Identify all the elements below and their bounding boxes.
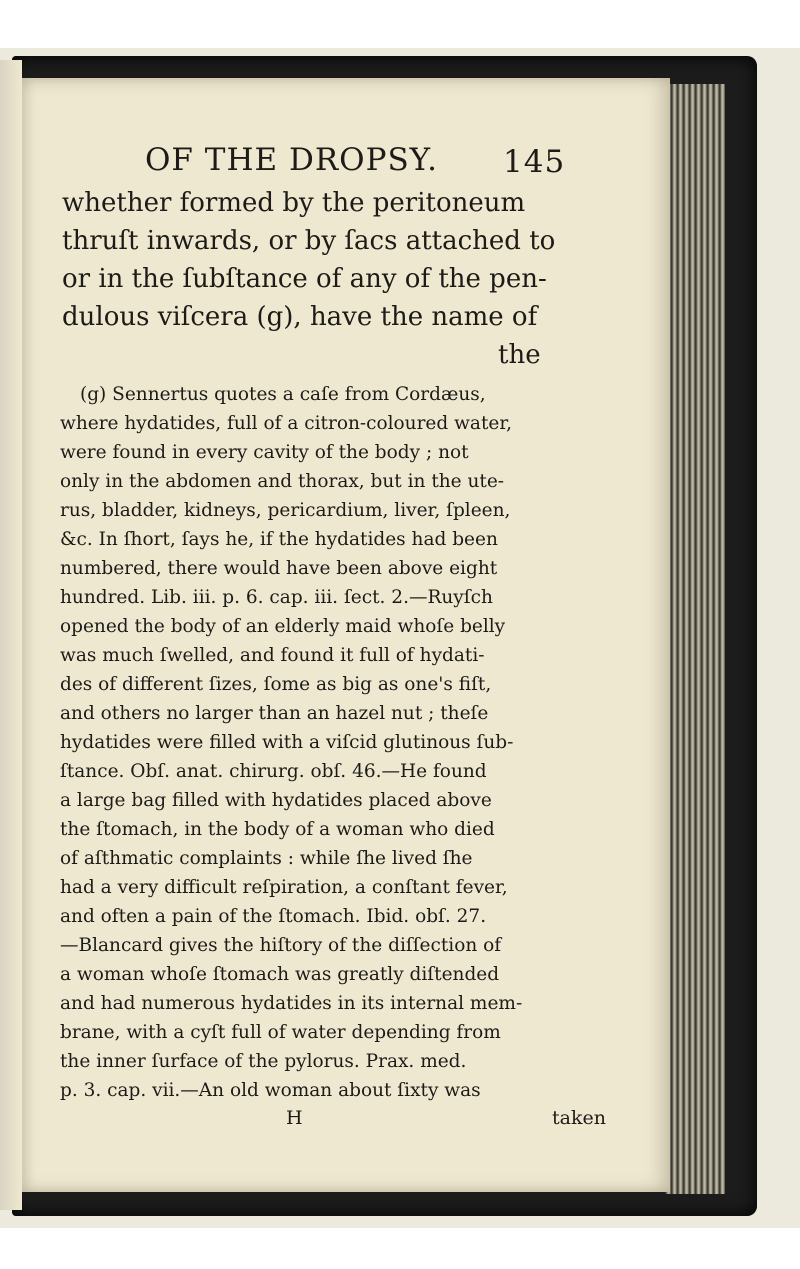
page-block-edges: [665, 84, 725, 1194]
signature-mark: H: [286, 1107, 303, 1129]
footnote-line: hydatides were filled with a viſcid glutinous ſub-: [60, 732, 514, 753]
footnote-line: des of different ſizes, ſome as big as one's fiſt,: [60, 674, 492, 695]
footnote-line: numbered, there would have been above eight: [60, 558, 498, 579]
footnote-line: and often a pain of the ſtomach. Ibid. obſ. 27.: [60, 906, 487, 927]
footnote-line: and had numerous hydatides in its internal mem-: [60, 993, 523, 1014]
footnote-line: and others no larger than an hazel nut ; theſe: [60, 703, 489, 724]
running-head: [145, 142, 565, 178]
footnote-line: —Blancard gives the hiſtory of the diſſection of: [60, 935, 502, 956]
footnote-line: a woman whoſe ſtomach was greatly diſtended: [60, 964, 500, 985]
footnote-line: was much ſwelled, and found it full of hydati-: [60, 645, 485, 666]
left-page-edge: [0, 60, 22, 1210]
footnote-line: opened the body of an elderly maid whoſe belly: [60, 616, 506, 637]
footnote-line: (g) Sennertus quotes a caſe from Cordæus,: [80, 384, 486, 405]
footnote-line: only in the abdomen and thorax, but in the ute-: [60, 471, 505, 492]
footnote-line: the inner ſurface of the pylorus. Prax. med.: [60, 1051, 467, 1072]
footnote-line: ſtance. Obſ. anat. chirurg. obſ. 46.—He found: [60, 761, 487, 782]
footnote-line: were found in every cavity of the body ; not: [60, 442, 469, 463]
footnote-line: had a very difficult reſpiration, a conſtant fever,: [60, 877, 508, 898]
body-line: dulous viſcera (g), have the name of: [62, 302, 538, 332]
footnote-line: brane, with a cyſt full of water depending from: [60, 1022, 501, 1043]
body-line: the: [498, 340, 541, 370]
running-title: OF THE DROPSY.: [145, 142, 438, 178]
footnote-line: of aſthmatic complaints : while ſhe lived ſhe: [60, 848, 473, 869]
catchword: taken: [552, 1107, 606, 1129]
footnote-line: &c. In ſhort, ſays he, if the hydatides had been: [60, 529, 498, 550]
footnote-line: hundred. Lib. iii. p. 6. cap. iii. ſect. 2.—Ruyſch: [60, 587, 493, 608]
footnote-line: the ſtomach, in the body of a woman who died: [60, 819, 495, 840]
body-line: whether formed by the peritoneum: [62, 188, 526, 218]
footnote-line: rus, bladder, kidneys, pericardium, liver, ſpleen,: [60, 500, 511, 521]
body-line: or in the ſubſtance of any of the pen-: [62, 264, 547, 294]
footnote-line: a large bag filled with hydatides placed above: [60, 790, 492, 811]
footnote-line: where hydatides, full of a citron-coloured water,: [60, 413, 513, 434]
body-line: thruſt inwards, or by ſacs attached to: [62, 226, 556, 256]
footnote-line: p. 3. cap. vii.—An old woman about ſixty was: [60, 1080, 481, 1101]
page-number: 145: [503, 144, 566, 180]
